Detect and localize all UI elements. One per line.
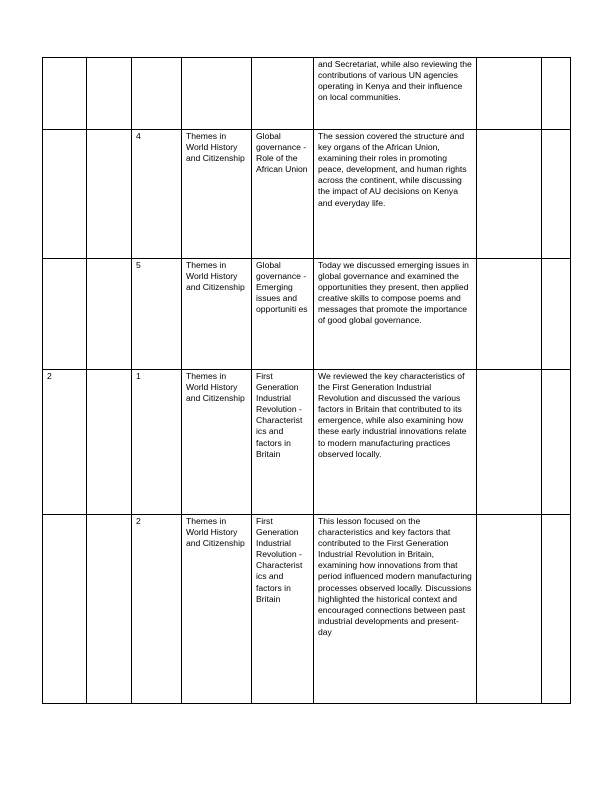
empty-cell — [477, 515, 542, 704]
empty-cell — [477, 370, 542, 515]
substrand-cell: First Generation Industrial Revolution - Characterist ics and factors in Britain — [252, 370, 314, 515]
empty-cell — [87, 515, 132, 704]
week-cell — [43, 58, 87, 130]
empty-cell — [542, 370, 571, 515]
strand-cell: Themes in World History and Citizenship — [182, 515, 252, 704]
substrand-cell: Global governance - Emerging issues and opportuniti es — [252, 259, 314, 370]
empty-cell — [87, 259, 132, 370]
empty-cell — [87, 370, 132, 515]
table-row — [43, 130, 571, 259]
reflection-cell: We reviewed the key characteristics of the First Generation Industrial Revolution and discussed the various factors in Britain that contributed to its emergence, while also examining how these early industrial innovations relate to modern manufacturing practices observed locally. — [314, 370, 477, 515]
week-cell: 2 — [43, 370, 87, 515]
empty-cell — [542, 515, 571, 704]
reflection-cell: Today we discussed emerging issues in global governance and examined the opportunities they present, then applied creative skills to compose poems and messages that promote the importance of good global governance. — [314, 259, 477, 370]
substrand-cell: Global governance - Role of the African Union — [252, 130, 314, 259]
empty-cell — [477, 58, 542, 130]
reflection-cell: and Secretariat, while also reviewing the contributions of various UN agencies operating in Kenya and their influence on local communities. — [314, 58, 477, 130]
empty-cell — [87, 58, 132, 130]
strand-cell — [182, 58, 252, 130]
week-cell — [43, 130, 87, 259]
table-row — [43, 370, 571, 515]
substrand-cell — [252, 58, 314, 130]
lesson-cell: 1 — [132, 370, 182, 515]
lesson-cell: 4 — [132, 130, 182, 259]
lesson-cell — [132, 58, 182, 130]
reflection-cell: The session covered the structure and key organs of the African Union, examining their roles in promoting peace, development, and human rights across the continent, while discussing the impact of AU decisions on Kenya and everyday life. — [314, 130, 477, 259]
week-cell — [43, 515, 87, 704]
table-row — [43, 515, 571, 704]
strand-cell: Themes in World History and Citizenship — [182, 259, 252, 370]
empty-cell — [542, 259, 571, 370]
lesson-cell: 5 — [132, 259, 182, 370]
table-row — [43, 58, 571, 130]
empty-cell — [477, 130, 542, 259]
empty-cell — [542, 58, 571, 130]
empty-cell — [87, 130, 132, 259]
strand-cell: Themes in World History and Citizenship — [182, 370, 252, 515]
table-row — [43, 259, 571, 370]
substrand-cell: First Generation Industrial Revolution - Characterist ics and factors in Britain — [252, 515, 314, 704]
empty-cell — [542, 130, 571, 259]
reflection-cell: This lesson focused on the characteristics and key factors that contributed to the First Generation Industrial Revolution in Britain, examining how innovations from that period influenced modern manufacturing processes observed locally. Discussions highlighted the historical context and encouraged connections between past industrial developments and present-day — [314, 515, 477, 704]
week-cell — [43, 259, 87, 370]
empty-cell — [477, 259, 542, 370]
lesson-cell: 2 — [132, 515, 182, 704]
lesson-plan-table — [42, 57, 571, 704]
strand-cell: Themes in World History and Citizenship — [182, 130, 252, 259]
